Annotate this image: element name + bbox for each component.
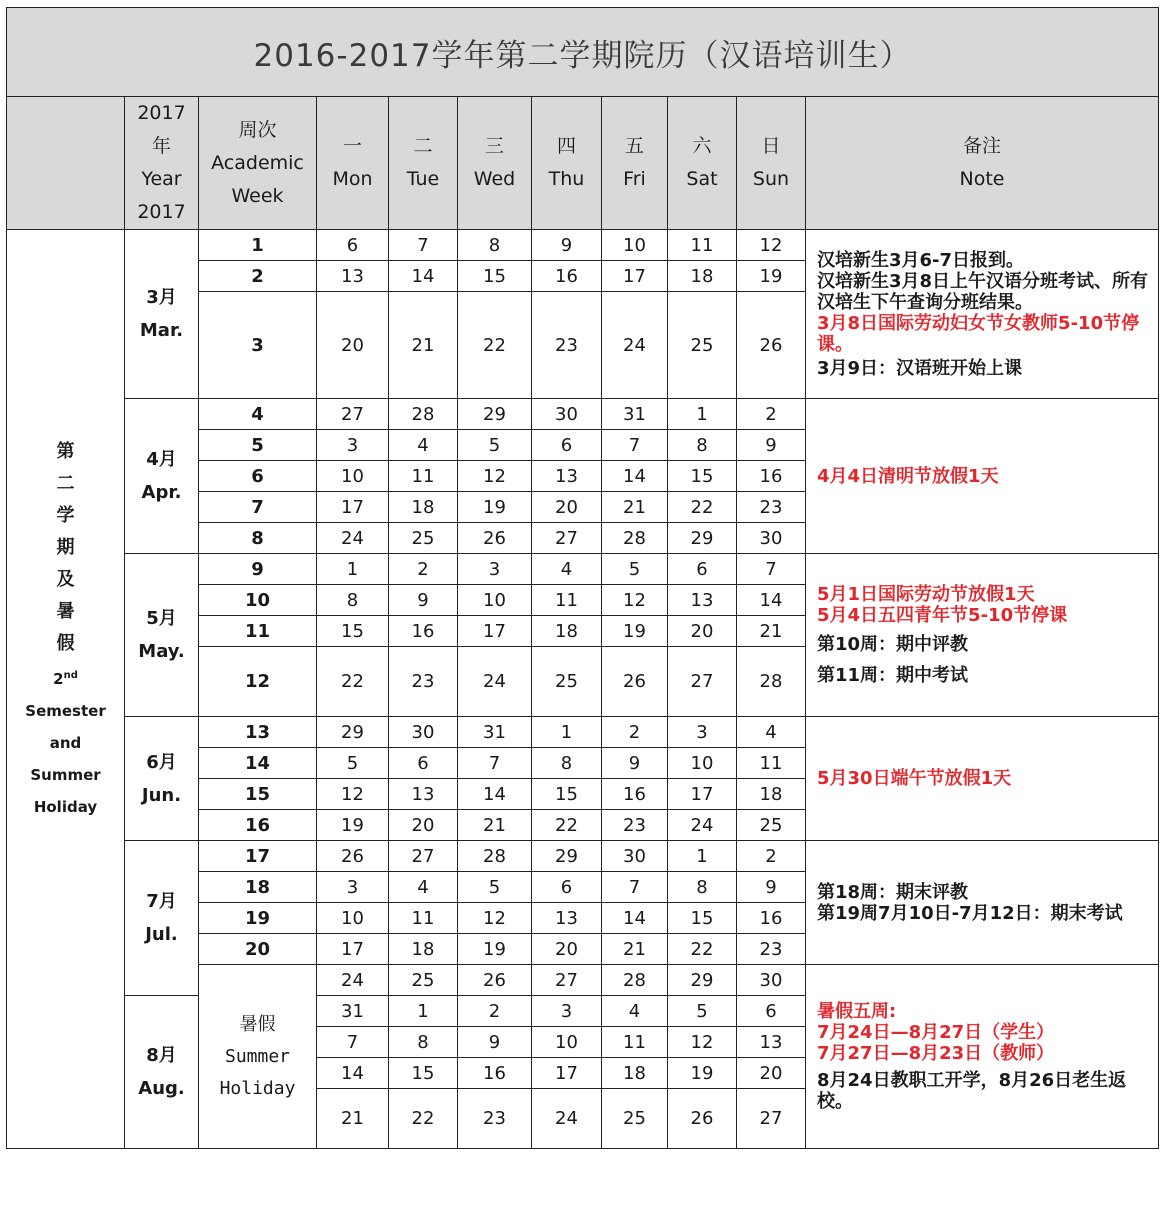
day-cell-sat: 15 [668,903,737,934]
day-cell-sat: 22 [668,934,737,965]
week-number: 12 [199,647,317,717]
day-cell-wed: 17 [458,616,532,647]
day-cell-mon: 14 [317,1058,389,1089]
day-cell-mon: 17 [317,492,389,523]
semester-label-char: 暑 [56,600,75,622]
note-july [806,841,1159,965]
month-label: 4月 Apr. [125,399,199,554]
day-cell-thu: 13 [532,903,602,934]
day-cell-thu: 3 [532,996,602,1027]
note-summer [806,965,1159,1149]
day-cell-sun: 18 [737,779,806,810]
week-number: 15 [199,779,317,810]
semester-label: 第 二 学 期 及 暑 假 2nd Semester and Summer Holiday [7,230,125,1149]
week-number: 10 [199,585,317,616]
day-cell-wed: 26 [458,965,532,996]
day-cell-sat: 22 [668,492,737,523]
day-cell-wed: 29 [458,399,532,430]
day-cell-mon: 29 [317,717,389,748]
day-cell-wed: 12 [458,903,532,934]
week-number: 9 [199,554,317,585]
day-cell-tue: 18 [389,934,458,965]
week-row [7,399,1159,430]
day-cell-fri: 7 [602,872,668,903]
day-cell-mon: 10 [317,461,389,492]
header-day-fri: 五 Fri [602,97,668,230]
day-cell-fri: 26 [602,647,668,717]
week-row [7,230,1159,261]
day-cell-mon: 27 [317,399,389,430]
day-cell-thu: 29 [532,841,602,872]
header-day-tue: 二 Tue [389,97,458,230]
day-cell-sun: 27 [737,1089,806,1149]
day-cell-sat: 11 [668,230,737,261]
day-cell-wed: 31 [458,717,532,748]
day-cell-sun: 9 [737,872,806,903]
day-cell-tue: 14 [389,261,458,292]
day-cell-sat: 8 [668,430,737,461]
header-day-wed: 三 Wed [458,97,532,230]
day-cell-mon: 20 [317,292,389,399]
day-cell-sun: 28 [737,647,806,717]
week-number: 2 [199,261,317,292]
day-cell-sun: 19 [737,261,806,292]
day-cell-wed: 19 [458,934,532,965]
day-cell-tue: 7 [389,230,458,261]
week-number: 1 [199,230,317,261]
day-cell-thu: 20 [532,492,602,523]
day-cell-sun: 30 [737,523,806,554]
day-cell-wed: 5 [458,872,532,903]
day-cell-mon: 15 [317,616,389,647]
day-cell-tue: 4 [389,430,458,461]
day-cell-fri: 9 [602,748,668,779]
day-cell-thu: 8 [532,748,602,779]
day-cell-fri: 14 [602,903,668,934]
day-cell-tue: 8 [389,1027,458,1058]
day-cell-mon: 7 [317,1027,389,1058]
day-cell-thu: 9 [532,230,602,261]
day-cell-sun: 11 [737,748,806,779]
day-cell-tue: 9 [389,585,458,616]
day-cell-mon: 3 [317,430,389,461]
day-cell-mon: 24 [317,965,389,996]
week-number: 16 [199,810,317,841]
day-cell-mon: 13 [317,261,389,292]
day-cell-wed: 15 [458,261,532,292]
day-cell-sat: 10 [668,748,737,779]
week-number: 4 [199,399,317,430]
day-cell-wed: 16 [458,1058,532,1089]
day-cell-fri: 19 [602,616,668,647]
day-cell-tue: 15 [389,1058,458,1089]
day-cell-sat: 8 [668,872,737,903]
note-line: 5月30日端午节放假1天 [817,768,1012,789]
header-year-cn: 年 [151,135,171,157]
day-cell-sat: 27 [668,647,737,717]
semester-label-char: 第 [56,440,75,462]
day-cell-thu: 23 [532,292,602,399]
day-cell-tue: 23 [389,647,458,717]
semester-label-char: 及 [56,568,75,590]
day-cell-mon: 19 [317,810,389,841]
header-day-sat: 六 Sat [668,97,737,230]
month-label: 3月 Mar. [125,230,199,399]
day-cell-fri: 21 [602,934,668,965]
note-line: 8月24日教职工开学，8月26日老生返校。 [817,1070,1127,1112]
day-cell-sat: 17 [668,779,737,810]
note-line: 3月9日：汉语班开始上课 [817,357,1023,379]
day-cell-fri: 17 [602,261,668,292]
week-row [7,841,1159,872]
day-cell-tue: 30 [389,717,458,748]
day-cell-fri: 24 [602,292,668,399]
day-cell-mon: 26 [317,841,389,872]
day-cell-thu: 15 [532,779,602,810]
day-cell-sun: 2 [737,841,806,872]
day-cell-fri: 25 [602,1089,668,1149]
day-cell-mon: 8 [317,585,389,616]
note-line: 7月27日—8月23日（教师） [817,1043,1055,1064]
day-cell-fri: 30 [602,841,668,872]
day-cell-tue: 25 [389,523,458,554]
day-cell-sun: 12 [737,230,806,261]
summer-holiday-label: 暑假 Summer Holiday [199,965,317,1149]
week-number: 3 [199,292,317,399]
day-cell-sun: 26 [737,292,806,399]
week-number: 18 [199,872,317,903]
day-cell-fri: 10 [602,230,668,261]
day-cell-thu: 11 [532,585,602,616]
day-cell-wed: 21 [458,810,532,841]
day-cell-thu: 24 [532,1089,602,1149]
day-cell-thu: 6 [532,430,602,461]
day-cell-thu: 27 [532,523,602,554]
day-cell-sat: 29 [668,523,737,554]
day-cell-sun: 25 [737,810,806,841]
day-cell-wed: 28 [458,841,532,872]
day-cell-thu: 27 [532,965,602,996]
day-cell-wed: 26 [458,523,532,554]
week-number: 11 [199,616,317,647]
header-blank [7,97,125,230]
day-cell-wed: 23 [458,1089,532,1149]
day-cell-mon: 17 [317,934,389,965]
week-row [7,717,1159,748]
day-cell-sun: 6 [737,996,806,1027]
day-cell-tue: 16 [389,616,458,647]
day-cell-thu: 6 [532,872,602,903]
day-cell-mon: 3 [317,872,389,903]
note-line: 汉培新生3月8日上午汉语分班考试、所有汉培生下午查询分班结果。 [817,270,1149,313]
day-cell-sat: 29 [668,965,737,996]
week-number: 8 [199,523,317,554]
day-cell-wed: 22 [458,292,532,399]
header-day-thu: 四 Thu [532,97,602,230]
day-cell-sun: 23 [737,492,806,523]
day-cell-wed: 5 [458,430,532,461]
day-cell-wed: 8 [458,230,532,261]
header-row [7,97,1159,230]
day-cell-sat: 25 [668,292,737,399]
day-cell-tue: 13 [389,779,458,810]
day-cell-sat: 1 [668,399,737,430]
week-number: 5 [199,430,317,461]
day-cell-wed: 19 [458,492,532,523]
header-week: 周次 Academic Week [199,97,317,230]
day-cell-mon: 22 [317,647,389,717]
note-line: 第10周：期中评教 [817,634,969,655]
day-cell-mon: 24 [317,523,389,554]
note-line: 第11周：期中考试 [817,665,969,686]
week-number: 13 [199,717,317,748]
day-cell-thu: 30 [532,399,602,430]
day-cell-tue: 11 [389,461,458,492]
day-cell-wed: 7 [458,748,532,779]
day-cell-fri: 7 [602,430,668,461]
header-year: 2017 年 Year 2017 [125,97,199,230]
academic-calendar-table [6,7,1159,1149]
day-cell-sat: 1 [668,841,737,872]
day-cell-tue: 18 [389,492,458,523]
note-april [806,399,1159,554]
semester-label-char: 期 [56,536,75,558]
day-cell-thu: 17 [532,1058,602,1089]
day-cell-fri: 28 [602,965,668,996]
week-row [7,554,1159,585]
note-june [806,717,1159,841]
day-cell-sun: 9 [737,430,806,461]
note-may [806,554,1159,717]
day-cell-fri: 4 [602,996,668,1027]
month-label: 7月 Jul. [125,841,199,996]
day-cell-mon: 12 [317,779,389,810]
semester-label-char: 二 [56,472,75,494]
day-cell-fri: 11 [602,1027,668,1058]
day-cell-wed: 2 [458,996,532,1027]
day-cell-mon: 5 [317,748,389,779]
day-cell-sat: 20 [668,616,737,647]
day-cell-tue: 2 [389,554,458,585]
day-cell-tue: 22 [389,1089,458,1149]
day-cell-sat: 6 [668,554,737,585]
day-cell-thu: 25 [532,647,602,717]
day-cell-sat: 15 [668,461,737,492]
day-cell-sun: 20 [737,1058,806,1089]
day-cell-sun: 16 [737,903,806,934]
day-cell-thu: 13 [532,461,602,492]
day-cell-sat: 5 [668,996,737,1027]
day-cell-sat: 3 [668,717,737,748]
day-cell-tue: 1 [389,996,458,1027]
day-cell-mon: 31 [317,996,389,1027]
day-cell-wed: 14 [458,779,532,810]
day-cell-sat: 26 [668,1089,737,1149]
day-cell-sun: 21 [737,616,806,647]
week-number: 17 [199,841,317,872]
note-line: 7月24日—8月27日（学生） [817,1022,1055,1043]
day-cell-sun: 2 [737,399,806,430]
day-cell-fri: 21 [602,492,668,523]
day-cell-thu: 22 [532,810,602,841]
day-cell-tue: 21 [389,292,458,399]
day-cell-tue: 27 [389,841,458,872]
day-cell-sat: 24 [668,810,737,841]
note-line: 汉培新生3月6-7日报到。 [817,249,1025,271]
note-line: 5月4日五四青年节5-10节停课 [817,605,1068,626]
month-label: 5月 May. [125,554,199,717]
day-cell-fri: 31 [602,399,668,430]
day-cell-fri: 12 [602,585,668,616]
day-cell-sun: 30 [737,965,806,996]
week-number: 6 [199,461,317,492]
day-cell-sat: 12 [668,1027,737,1058]
day-cell-fri: 5 [602,554,668,585]
note-line: 5月1日国际劳动节放假1天 [817,584,1035,605]
day-cell-thu: 20 [532,934,602,965]
day-cell-fri: 14 [602,461,668,492]
day-cell-mon: 21 [317,1089,389,1149]
day-cell-sun: 4 [737,717,806,748]
day-cell-fri: 23 [602,810,668,841]
day-cell-wed: 3 [458,554,532,585]
day-cell-fri: 18 [602,1058,668,1089]
day-cell-thu: 1 [532,717,602,748]
day-cell-mon: 10 [317,903,389,934]
week-number: 19 [199,903,317,934]
week-number: 7 [199,492,317,523]
day-cell-sat: 18 [668,261,737,292]
day-cell-wed: 9 [458,1027,532,1058]
month-label: 6月 Jun. [125,717,199,841]
note-line: 4月4日清明节放假1天 [817,465,999,487]
page-title: 2016-2017学年第二学期院历（汉语培训生） [7,8,1159,97]
day-cell-thu: 4 [532,554,602,585]
day-cell-fri: 16 [602,779,668,810]
header-note: 备注 Note [806,97,1159,230]
semester-label-char: 学 [56,504,75,526]
week-number: 14 [199,748,317,779]
day-cell-sun: 13 [737,1027,806,1058]
day-cell-fri: 2 [602,717,668,748]
week-number: 20 [199,934,317,965]
day-cell-fri: 28 [602,523,668,554]
header-day-sun: 日 Sun [737,97,806,230]
day-cell-wed: 12 [458,461,532,492]
note-line: 暑假五周: [817,1001,897,1022]
day-cell-thu: 18 [532,616,602,647]
day-cell-mon: 1 [317,554,389,585]
day-cell-sun: 23 [737,934,806,965]
day-cell-sun: 7 [737,554,806,585]
day-cell-thu: 10 [532,1027,602,1058]
note-line: 第19周7月10日-7月12日：期末考试 [817,902,1123,924]
note-march [806,230,1159,399]
semester-label-char: 假 [56,632,75,654]
day-cell-wed: 10 [458,585,532,616]
note-line: 第18周：期末评教 [817,881,969,903]
day-cell-sat: 13 [668,585,737,616]
day-cell-tue: 11 [389,903,458,934]
month-label: 8月 Aug. [125,996,199,1149]
day-cell-tue: 20 [389,810,458,841]
day-cell-tue: 6 [389,748,458,779]
day-cell-tue: 28 [389,399,458,430]
day-cell-tue: 4 [389,872,458,903]
day-cell-sun: 16 [737,461,806,492]
day-cell-wed: 24 [458,647,532,717]
day-cell-tue: 25 [389,965,458,996]
note-line: 3月8日国际劳动妇女节女教师5-10节停课。 [817,312,1140,355]
day-cell-mon: 6 [317,230,389,261]
header-day-mon: 一 Mon [317,97,389,230]
day-cell-sun: 14 [737,585,806,616]
day-cell-thu: 16 [532,261,602,292]
day-cell-sat: 19 [668,1058,737,1089]
